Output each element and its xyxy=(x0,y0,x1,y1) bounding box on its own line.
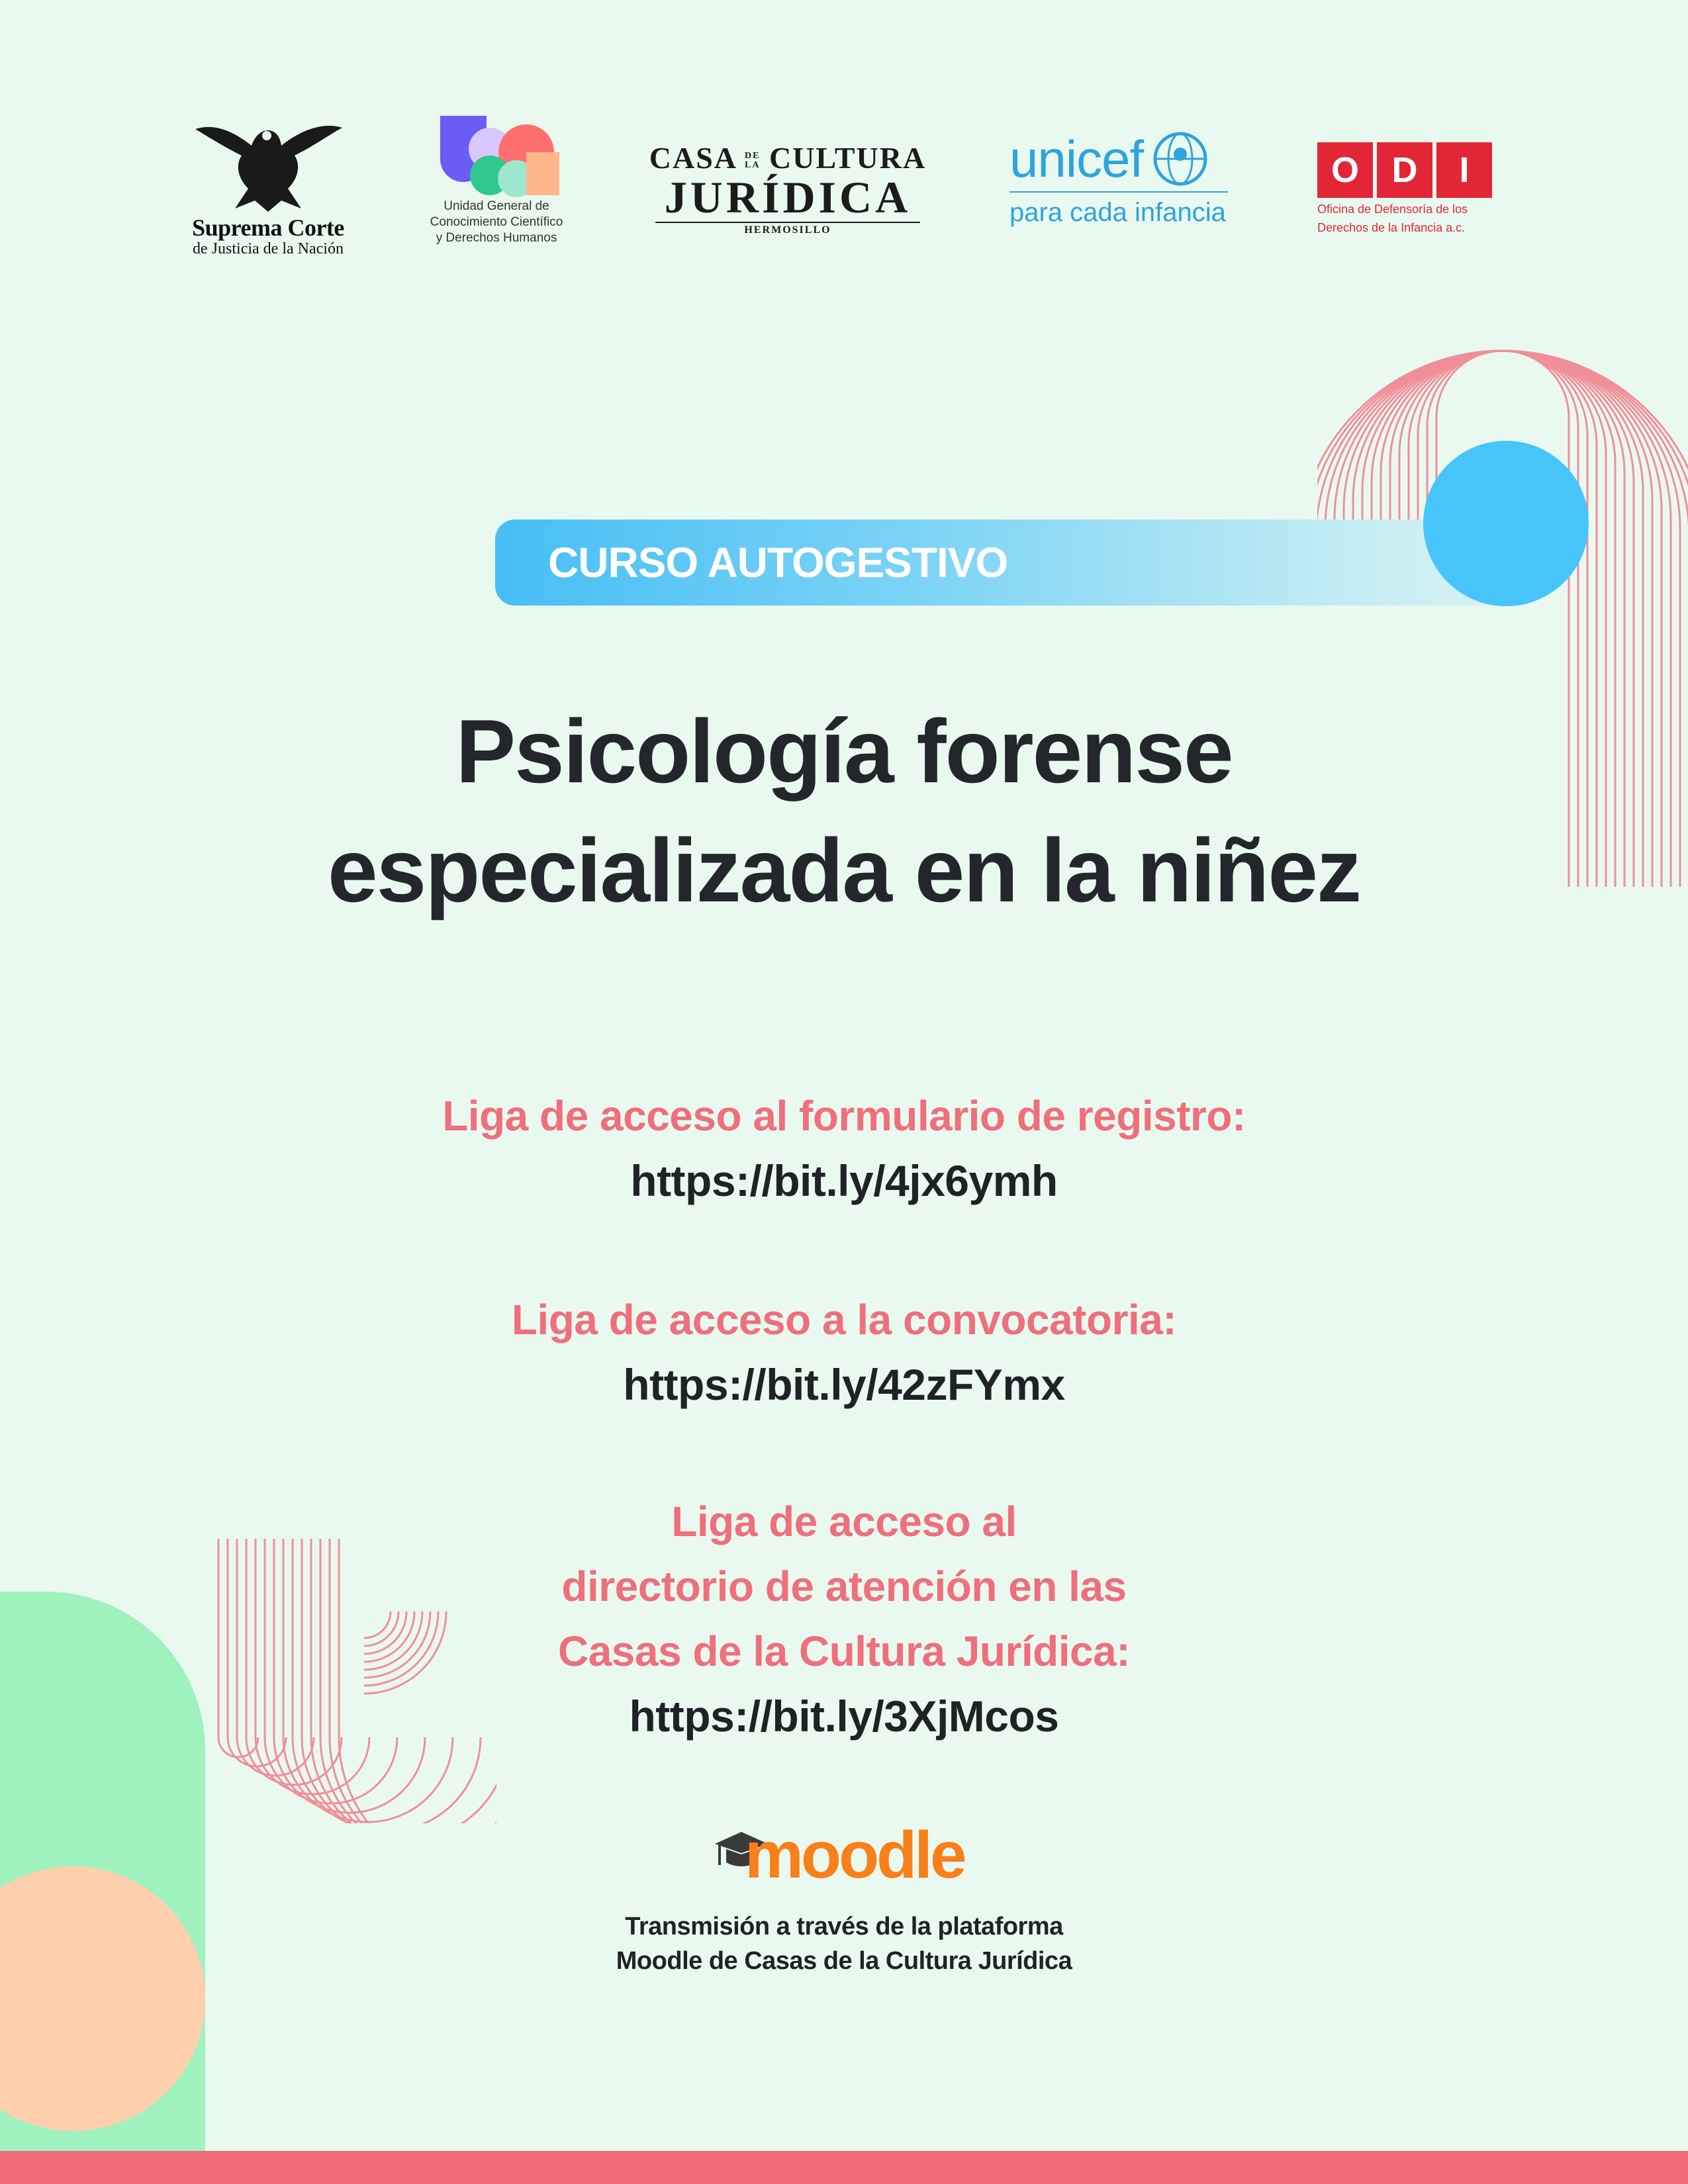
unicef-divider xyxy=(1009,191,1228,193)
call-link-block xyxy=(0,1287,1688,1417)
logo-unicef xyxy=(1009,129,1241,248)
odi-name-line2: Derechos de la Infancia a.c. xyxy=(1317,221,1466,234)
transmission-note xyxy=(0,1909,1688,1978)
blue-circle-decoration xyxy=(1423,441,1589,606)
page-title xyxy=(0,692,1688,930)
scjn-name-line1: Suprema Corte xyxy=(192,214,344,241)
registration-link-block xyxy=(0,1083,1688,1213)
ccj-de-la: DE LA xyxy=(745,151,761,171)
registration-link-label: Liga de acceso al formulario de registro: xyxy=(442,1092,1246,1140)
ugccdh-line2: Conocimiento Científico xyxy=(430,215,563,229)
transmission-line1: Transmisión a través de la plataforma xyxy=(625,1913,1063,1940)
unicef-globe-icon xyxy=(1150,129,1210,189)
scjn-name-line2: de Justicia de la Nación xyxy=(193,240,344,257)
directory-link-label-line2: directorio de atención en las xyxy=(561,1563,1127,1610)
odi-letter-d: D xyxy=(1377,142,1432,198)
course-type-label: CURSO AUTOGESTIVO xyxy=(548,539,1008,586)
transmission-line2: Moodle de Casas de la Cultura Jurídica xyxy=(616,1947,1072,1975)
directory-link-label-line1: Liga de acceso al xyxy=(671,1498,1017,1545)
odi-letter-boxes xyxy=(1317,142,1496,198)
logo-scjn xyxy=(185,116,351,268)
title-line1: Psicología forense xyxy=(455,701,1233,801)
directory-link-label-line3: Casas de la Cultura Jurídica: xyxy=(557,1627,1131,1675)
moodle-logo xyxy=(712,1807,976,1899)
directory-link-url[interactable]: https://bit.ly/3XjMcos xyxy=(629,1692,1059,1741)
registration-link-url[interactable]: https://bit.ly/4jx6ymh xyxy=(630,1156,1058,1205)
ugccdh-line1: Unidad General de xyxy=(444,199,549,213)
title-line2: especializada en la niñez xyxy=(327,820,1361,921)
logo-ugccdh xyxy=(417,113,576,271)
call-link-label: Liga de acceso a la convocatoria: xyxy=(511,1296,1177,1343)
moodle-wordmark: moodle xyxy=(745,1818,964,1892)
logo-odi xyxy=(1317,142,1496,242)
odi-name-line1: Oficina de Defensoría de los xyxy=(1317,203,1468,216)
call-link-url[interactable]: https://bit.ly/42zFYmx xyxy=(623,1360,1065,1409)
ccj-city: HERMOSILLO xyxy=(655,222,920,236)
unicef-wordmark: unicef xyxy=(1009,130,1144,188)
directory-link-block xyxy=(0,1489,1688,1749)
ugccdh-line3: y Derechos Humanos xyxy=(436,231,557,245)
ccj-juridica: JURÍDICA xyxy=(664,172,912,222)
odi-letter-o: O xyxy=(1317,142,1373,198)
ccj-top-line xyxy=(649,142,927,174)
course-type-banner xyxy=(495,520,1541,606)
unicef-tagline: para cada infancia xyxy=(1009,198,1226,227)
logo-casa-cultura-juridica xyxy=(649,142,927,235)
ccj-casa: CASA xyxy=(649,141,736,175)
eagle-emblem-icon xyxy=(189,116,348,215)
ccj-cultura: CULTURA xyxy=(769,141,927,175)
odi-letter-i: I xyxy=(1436,142,1492,198)
bottom-bar xyxy=(0,2151,1688,2184)
ugccdh-shapes-icon xyxy=(427,113,566,199)
